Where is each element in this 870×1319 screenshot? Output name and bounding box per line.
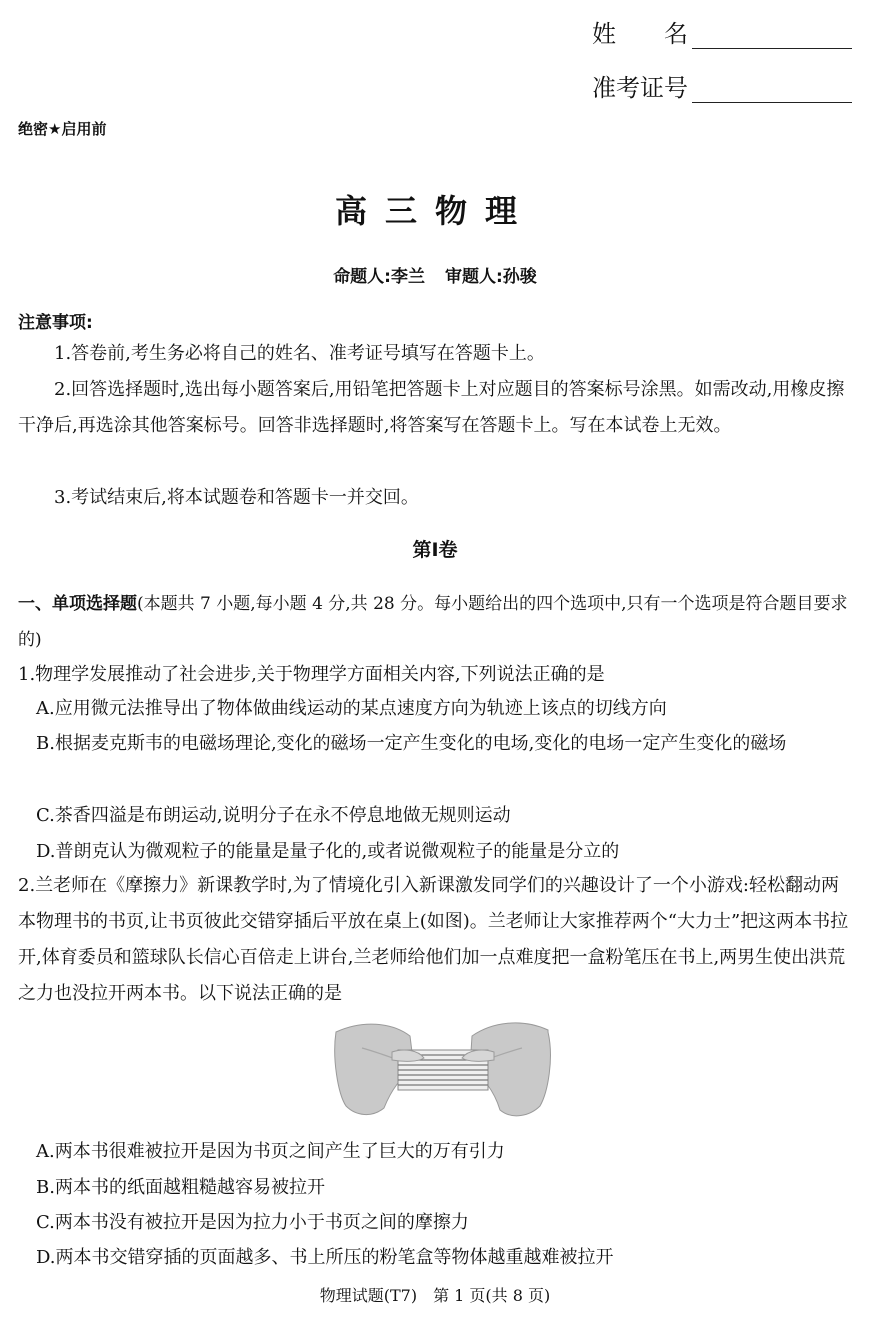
question-2-option-b: B.两本书的纸面越粗糙越容易被拉开 (36, 1177, 325, 1198)
section-heading (18, 586, 856, 658)
notice-item-1: 1.答卷前,考生务必将自己的姓名、准考证号填写在答题卡上。 (54, 343, 545, 364)
volume-heading: 第Ⅰ卷 (412, 539, 458, 561)
question-1-stem: 1.物理学发展推动了社会进步,关于物理学方面相关内容,下列说法正确的是 (18, 664, 605, 685)
page-footer: 物理试题(T7) 第 1 页(共 8 页) (319, 1286, 551, 1305)
authors (0, 262, 870, 287)
exam-id-field[interactable] (592, 68, 852, 103)
name-label: 姓 名 (592, 20, 688, 48)
question-1-option-c: C.茶香四溢是布朗运动,说明分子在永不停息地做无规则运动 (36, 805, 511, 826)
question-2-stem: 2.兰老师在《摩擦力》新课教学时,为了情境化引入新课激发同学们的兴趣设计了一个小游戏:轻松翻动两本物理书的书页,让书页彼此交错穿插后平放在桌上(如图)。兰老师让大家推荐两个“大力士”把这两本书拉开,体育委员和篮球队长信心百倍走上讲台,兰老师给他们加一点难度把一盒粉笔压在书上,两男生使出洪荒之力也没拉开两本书。以下说法正确的是 (18, 875, 849, 1004)
section-desc: (本题共 7 小题,每小题 4 分,共 28 分。每小题给出的四个选项中,只有一个选项是符合题目要求的) (18, 594, 848, 650)
setter-label: 命题人:李兰 (333, 267, 425, 287)
notice-title: 注意事项: (18, 313, 93, 333)
question-1-option-b: B.根据麦克斯韦的电磁场理论,变化的磁场一定产生变化的电场,变化的电场一定产生变化的磁场 (36, 733, 787, 754)
notice-item-2: 2.回答选择题时,选出每小题答案后,用铅笔把答题卡上对应题目的答案标号涂黑。如需改动,用橡皮擦干净后,再选涂其他答案标号。回答非选择题时,将答案写在答题卡上。写在本试卷上无效。 (18, 379, 845, 436)
section-title: 一、单项选择题 (18, 594, 137, 614)
exam-id-label: 准考证号 (592, 74, 688, 102)
question-1-option-a: A.应用微元法推导出了物体做曲线运动的某点速度方向为轨迹上该点的切线方向 (36, 698, 667, 719)
question-2-option-a: A.两本书很难被拉开是因为书页之间产生了巨大的万有引力 (36, 1141, 505, 1162)
interleaved-books-figure (332, 1018, 552, 1124)
page-title: 高三物理 (334, 192, 535, 230)
exam-id-blank[interactable] (692, 76, 852, 103)
question-1-option-d: D.普朗克认为微观粒子的能量是量子化的,或者说微观粒子的能量是分立的 (36, 841, 620, 862)
question-2-option-d: D.两本书交错穿插的页面越多、书上所压的粉笔盒等物体越重越难被拉开 (36, 1247, 614, 1268)
hands-pulling-books-illustration (332, 1018, 552, 1124)
notice-item-3: 3.考试结束后,将本试题卷和答题卡一并交回。 (54, 487, 419, 508)
question-2-option-c: C.两本书没有被拉开是因为拉力小于书页之间的摩擦力 (36, 1212, 469, 1233)
reviewer-label: 审题人:孙骏 (445, 267, 537, 287)
secret-label: 绝密★启用前 (18, 120, 107, 138)
name-field[interactable] (592, 14, 852, 49)
name-blank[interactable] (692, 22, 852, 49)
